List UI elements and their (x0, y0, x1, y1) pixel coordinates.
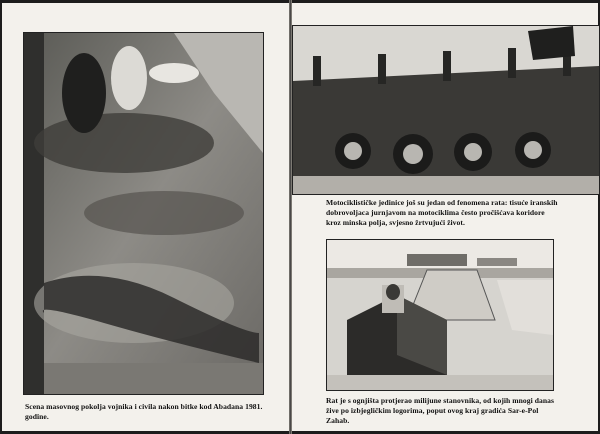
refugee-camp-photo-caption: Rat je s ognjišta protjerao milijune stanovnika, od kojih mnogi danas žive po izbjegličkim logorima, poput ovog kraj gradića Sar-e-Pol Zahab. (326, 396, 554, 425)
left-photo-caption: Scena masovnog pokolja vojnika i civila nakon bitke kod Abadana 1981. godine. (25, 402, 263, 421)
refugee-camp-image (327, 240, 553, 390)
motorcycle-image (293, 26, 599, 194)
battlefield-image (24, 33, 263, 394)
left-page (2, 3, 290, 431)
battlefield-photo (23, 32, 264, 395)
motorcycle-unit-photo (292, 25, 600, 195)
motorcycle-photo-caption: Motociklističke jedinice još su jedan od fenomena rata: tisuće iranskih dobrovoljaca jurnjavom na motociklima često pročišćava koridore kroz minska polja, svjesno žrtvujući život. (326, 198, 558, 227)
right-page (292, 3, 598, 431)
refugee-camp-photo (326, 239, 554, 391)
